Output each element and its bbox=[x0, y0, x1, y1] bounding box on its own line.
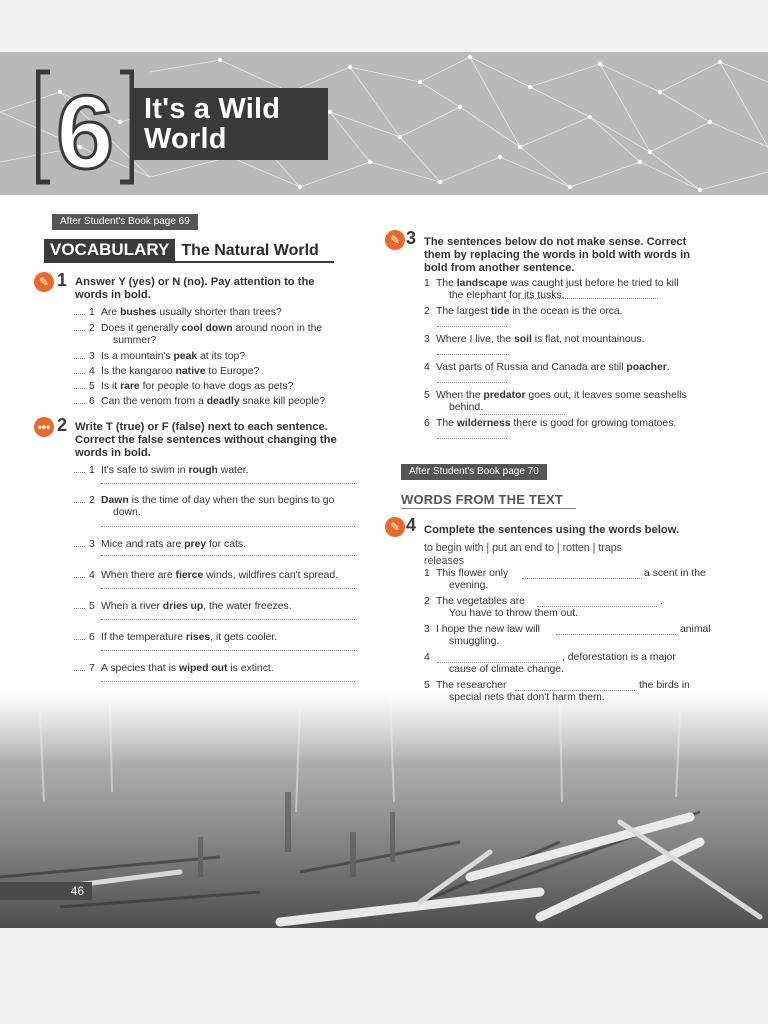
exercise-3-item: behind. bbox=[449, 402, 484, 413]
answer-line[interactable] bbox=[522, 578, 642, 579]
exercise-4-item: 2 The vegetables are bbox=[424, 596, 525, 607]
exercise-2-item: 2 Dawn is the time of day when the sun begins to go bbox=[74, 495, 334, 508]
answer-blank[interactable] bbox=[74, 373, 85, 374]
answer-line[interactable] bbox=[101, 650, 355, 651]
answer-line[interactable] bbox=[101, 526, 355, 527]
exercise-3-item: 2 The largest tide in the ocean is the orca. bbox=[424, 306, 623, 317]
exercise-4-item-end: animal bbox=[680, 624, 711, 635]
deforestation-photo bbox=[0, 692, 768, 928]
unit-banner bbox=[0, 52, 768, 195]
unit-number: 6 bbox=[56, 75, 114, 186]
exercise-1-item: 6 Can the venom from a deadly snake kill people? bbox=[74, 396, 325, 409]
answer-line[interactable] bbox=[437, 326, 507, 327]
answer-blank[interactable] bbox=[74, 608, 85, 609]
answer-line[interactable] bbox=[101, 681, 355, 682]
exercise-4-item: smuggling. bbox=[449, 636, 500, 647]
exercise-4-item-end: the birds in bbox=[639, 680, 690, 691]
answer-line[interactable] bbox=[480, 414, 565, 415]
book-reference-70: After Student's Book page 70 bbox=[401, 464, 547, 480]
exercise-1-instruction: Answer Y (yes) or N (no). Pay attention to the words in bold. bbox=[75, 276, 315, 301]
answer-blank[interactable] bbox=[74, 314, 85, 315]
book-reference-69: After Student's Book page 69 bbox=[52, 214, 198, 230]
exercise-2-item: 1 It's safe to swim in rough water. bbox=[74, 465, 249, 478]
workbook-page bbox=[0, 52, 768, 928]
vocabulary-subtitle: The Natural World bbox=[181, 242, 319, 259]
exercise-4-item: 3 I hope the new law will bbox=[424, 624, 540, 635]
exercise-3-item: the elephant for its tusks. bbox=[449, 290, 565, 301]
exercise-3-number: 3 bbox=[406, 228, 417, 248]
answer-blank[interactable] bbox=[74, 502, 85, 503]
exercise-4-number: 4 bbox=[406, 515, 417, 535]
answer-blank[interactable] bbox=[74, 330, 85, 331]
unit-title-line1: It's a Wild bbox=[144, 93, 281, 125]
answer-line[interactable] bbox=[437, 354, 507, 355]
exercise-4-item: 5 The researcher bbox=[424, 680, 507, 691]
answer-line[interactable] bbox=[437, 438, 507, 439]
vocabulary-rule bbox=[44, 261, 334, 263]
pencil-icon: ✎ bbox=[385, 230, 405, 250]
answer-blank[interactable] bbox=[74, 388, 85, 389]
exercise-3-item: 6 The wilderness there is good for growing tomatoes. bbox=[424, 418, 677, 429]
pencil-icon: ✎ bbox=[34, 272, 54, 292]
answer-blank[interactable] bbox=[74, 472, 85, 473]
exercise-3-item: 4 Vast parts of Russia and Canada are still poacher. bbox=[424, 362, 670, 373]
exercise-3-item: 3 Where I live, the soil is flat, not mountainous. bbox=[424, 334, 645, 345]
exercise-2-item: down. bbox=[113, 507, 141, 518]
answer-blank[interactable] bbox=[74, 577, 85, 578]
answer-line[interactable] bbox=[518, 298, 658, 299]
answer-line[interactable] bbox=[101, 483, 355, 484]
exercise-1-number: 1 bbox=[57, 270, 68, 290]
answer-line[interactable] bbox=[101, 555, 355, 556]
answer-blank[interactable] bbox=[74, 546, 85, 547]
exercise-4-item: special nets that don't harm them. bbox=[449, 692, 605, 703]
answer-line[interactable] bbox=[101, 619, 355, 620]
exercise-2-item: 6 If the temperature rises, it gets cooler. bbox=[74, 632, 277, 645]
exercise-4-item: evening. bbox=[449, 580, 489, 591]
answer-line[interactable] bbox=[556, 634, 676, 635]
words-from-text-rule bbox=[401, 508, 576, 509]
exercise-1-item: 5 Is it rare for people to have dogs as pets? bbox=[74, 381, 293, 394]
exercise-1-item: 4 Is the kangaroo native to Europe? bbox=[74, 366, 259, 379]
page-number: 46 bbox=[0, 882, 92, 900]
pencil-icon: ✎ bbox=[385, 517, 405, 537]
exercise-4-item: cause of climate change. bbox=[449, 664, 564, 675]
answer-blank[interactable] bbox=[74, 403, 85, 404]
dots-icon: ••• bbox=[34, 417, 54, 437]
vocabulary-heading bbox=[44, 239, 319, 261]
words-from-text-heading: WORDS FROM THE TEXT bbox=[401, 492, 563, 507]
word-bank: to begin with | put an end to | rotten | traps releases bbox=[424, 542, 622, 567]
exercise-4-item-end: a scent in the bbox=[644, 568, 706, 579]
exercise-2-item: 5 When a river dries up, the water freezes. bbox=[74, 601, 292, 614]
answer-line[interactable] bbox=[437, 382, 507, 383]
answer-line[interactable] bbox=[101, 588, 355, 589]
exercise-1-item: summer? bbox=[113, 335, 157, 346]
exercise-2-item: 3 Mice and rats are prey for cats. bbox=[74, 539, 246, 552]
unit-title bbox=[134, 88, 328, 160]
answer-line[interactable] bbox=[515, 690, 635, 691]
exercise-4-item-end: , deforestation is a major bbox=[562, 652, 676, 663]
exercise-4-item-end: . bbox=[660, 596, 663, 607]
answer-line[interactable] bbox=[437, 662, 557, 663]
answer-blank[interactable] bbox=[74, 639, 85, 640]
vocabulary-label: VOCABULARY bbox=[44, 239, 175, 261]
exercise-1-item: 2 Does it generally cool down around noon in the bbox=[74, 323, 322, 336]
exercise-3-item: 1 The landscape was caught just before he tried to kill bbox=[424, 278, 679, 289]
unit-number-badge bbox=[36, 68, 134, 186]
exercise-2-item: 4 When there are fierce winds, wildfires can't spread. bbox=[74, 570, 338, 583]
answer-blank[interactable] bbox=[74, 358, 85, 359]
answer-line[interactable] bbox=[537, 606, 657, 607]
exercise-4-item: You have to throw them out. bbox=[449, 608, 579, 619]
unit-title-line2: World bbox=[144, 123, 227, 155]
exercise-4-item: 1 This flower only bbox=[424, 568, 509, 579]
exercise-4-instruction: Complete the sentences using the words below. bbox=[424, 524, 680, 536]
exercise-2-number: 2 bbox=[57, 415, 68, 435]
exercise-2-item: 7 A species that is wiped out is extinct. bbox=[74, 663, 274, 676]
answer-blank[interactable] bbox=[74, 670, 85, 671]
exercise-3-item: 5 When the predator goes out, it leaves some seashells bbox=[424, 390, 687, 401]
exercise-2-instruction: Write T (true) or F (false) next to each sentence. Correct the false sentences without changing the words in bold. bbox=[75, 421, 337, 459]
exercise-1-item: 1 Are bushes usually shorter than trees? bbox=[74, 307, 282, 320]
exercise-1-item: 3 Is a mountain's peak at its top? bbox=[74, 351, 245, 364]
exercise-4-item: 4 bbox=[424, 652, 430, 663]
exercise-3-instruction: The sentences below do not make sense. Correct them by replacing the words in bold with words in bold from another sentence. bbox=[424, 236, 691, 274]
